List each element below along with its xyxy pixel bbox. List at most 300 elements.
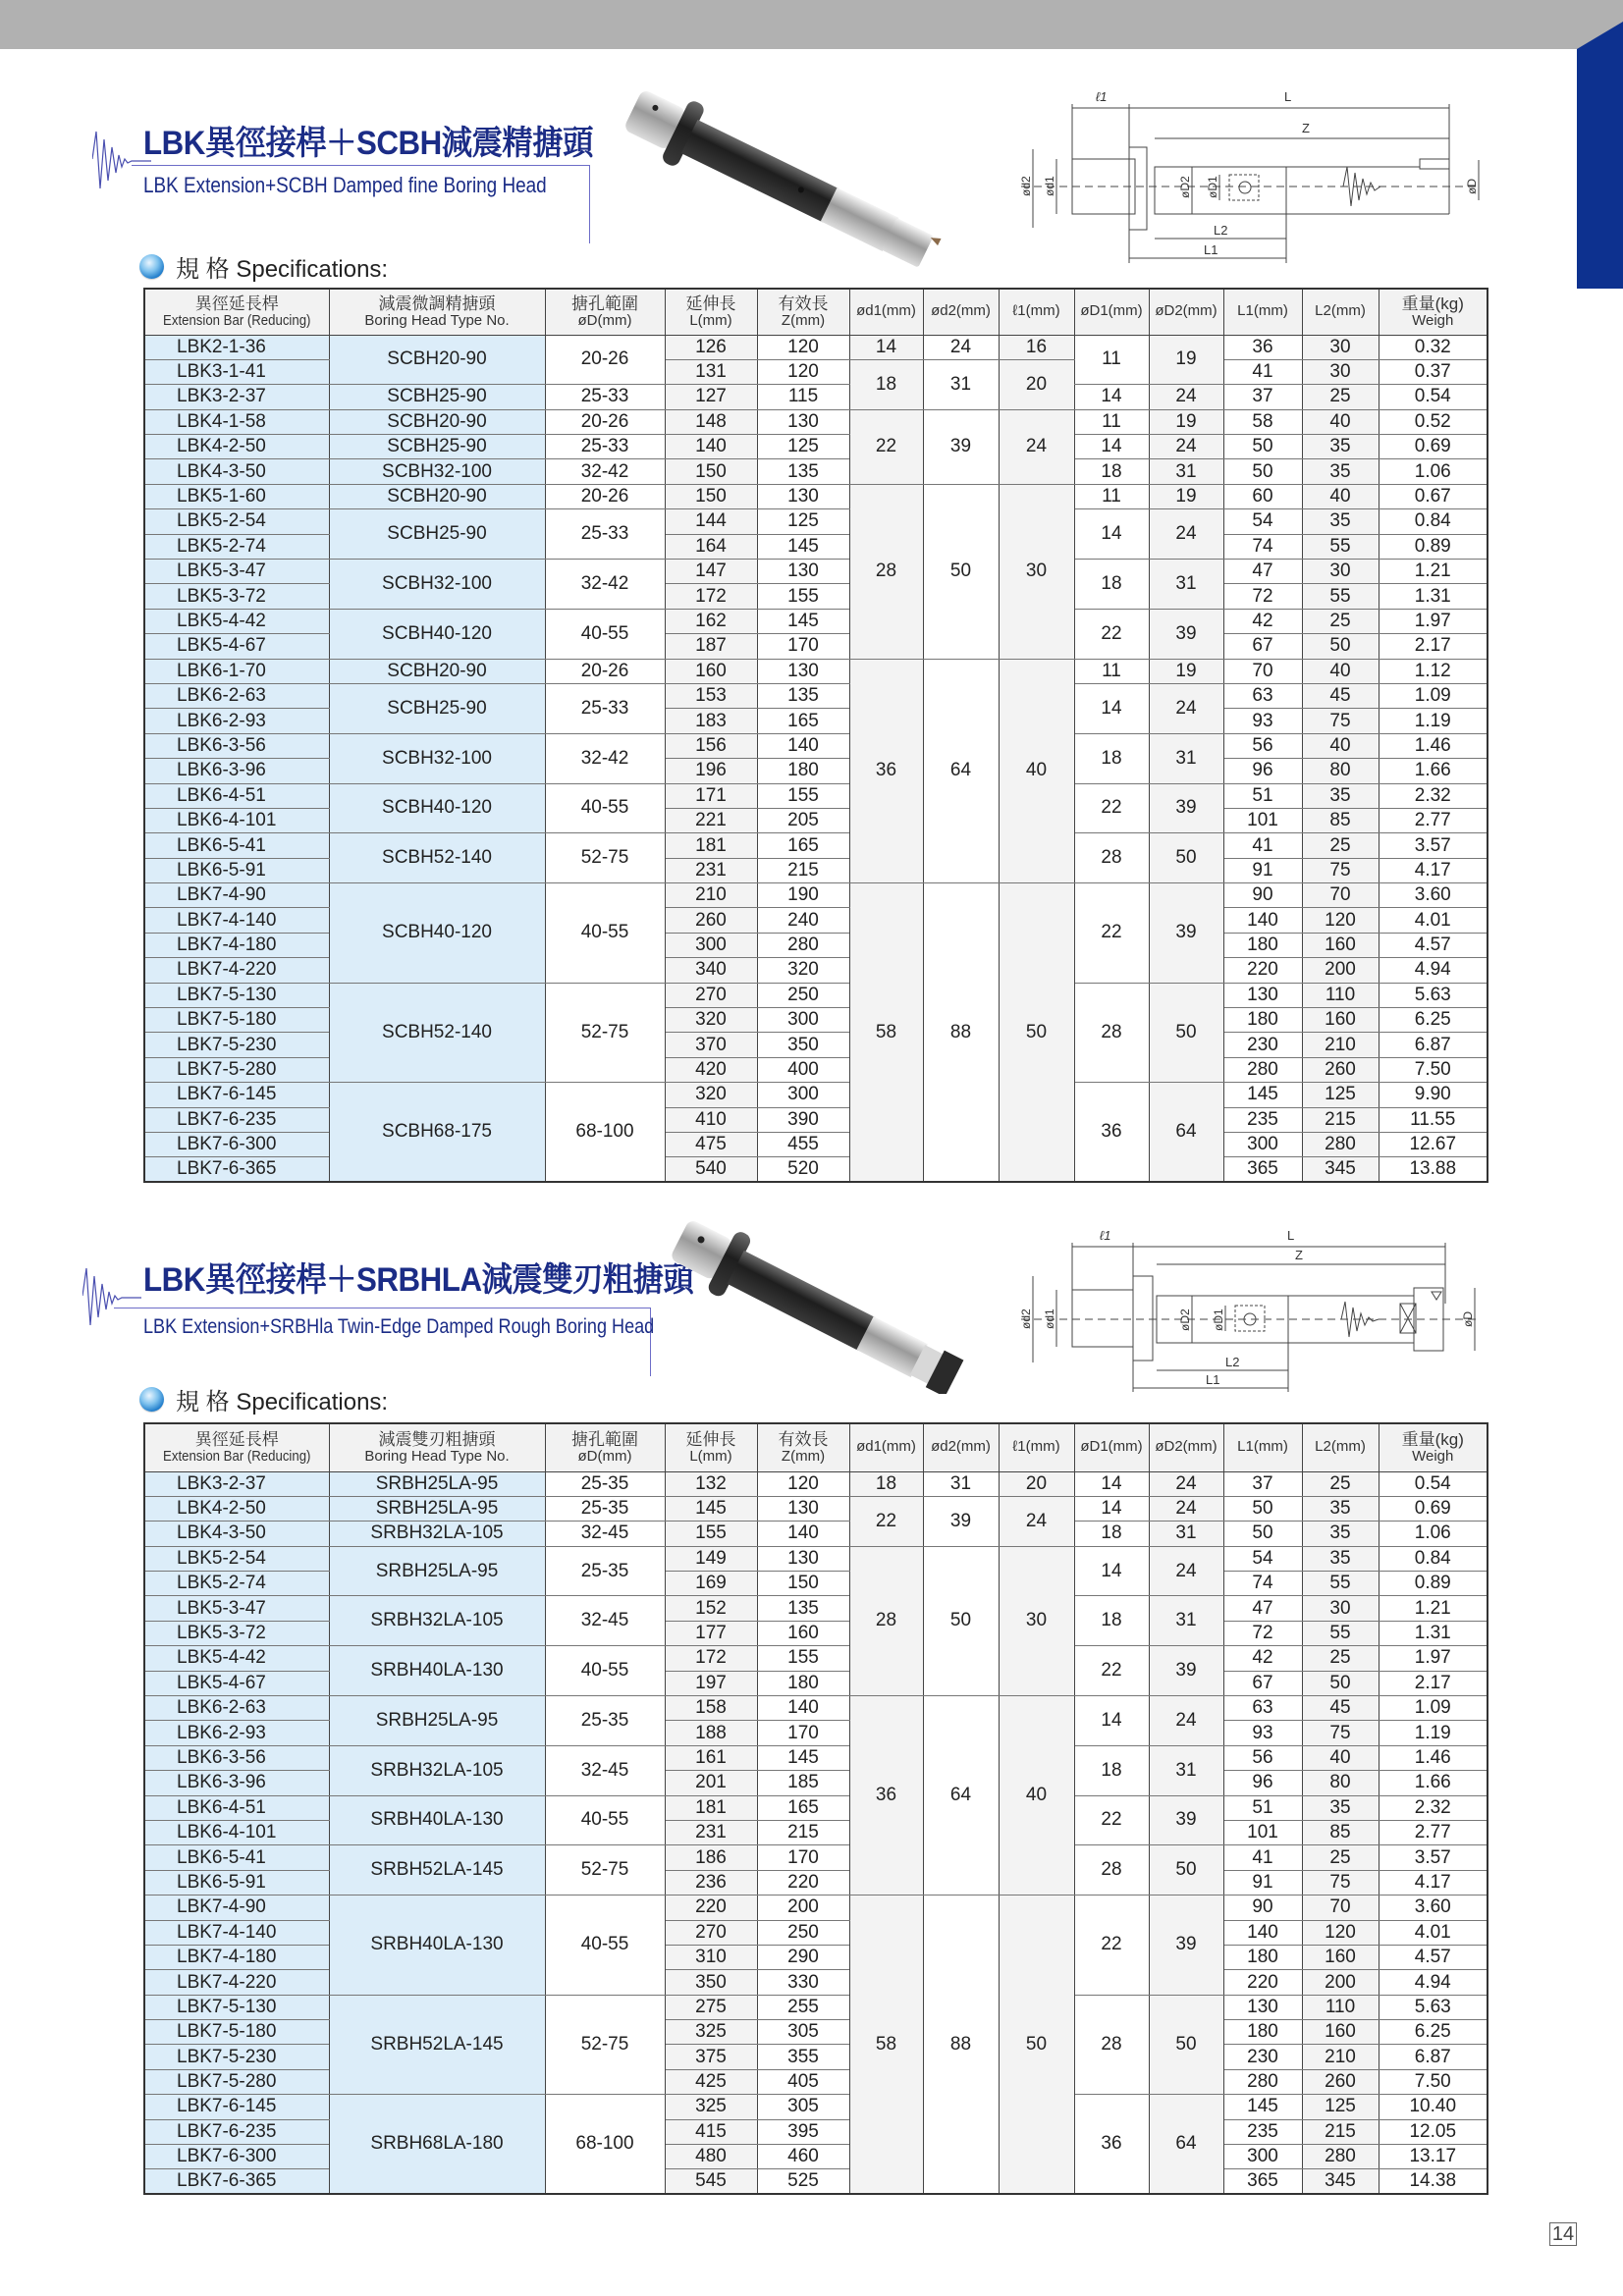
cell-length-L: 300: [665, 933, 757, 957]
cell-D1: 22: [1074, 1795, 1149, 1845]
cell-L2: 85: [1302, 808, 1379, 832]
cell-L1: 74: [1223, 534, 1302, 559]
cell-L1: 50: [1223, 459, 1302, 484]
cell-weight: 3.57: [1379, 1845, 1488, 1870]
cell-L1: 91: [1223, 858, 1302, 882]
cell-length-L: 540: [665, 1157, 757, 1182]
cell-boring-head: SRBH40LA-130: [329, 1896, 545, 1996]
cell-weight: 3.60: [1379, 1896, 1488, 1920]
cell-weight: 1.21: [1379, 560, 1488, 584]
cell-d2: 64: [923, 659, 999, 883]
dim-d2: ød2: [1019, 176, 1033, 196]
cell-L1: 140: [1223, 908, 1302, 933]
cell-extension-bar: LBK3-2-37: [144, 385, 329, 409]
table-row: [144, 484, 1488, 508]
cell-L2: 70: [1302, 883, 1379, 908]
table-row: [144, 409, 1488, 434]
cell-weight: 4.01: [1379, 908, 1488, 933]
cell-length-Z: 145: [757, 1745, 849, 1770]
cell-D1: 36: [1074, 1083, 1149, 1183]
cell-d1: 36: [849, 1696, 923, 1896]
cell-L1: 180: [1223, 933, 1302, 957]
cell-L1: 41: [1223, 359, 1302, 384]
spec-table-scbh: [143, 288, 1488, 1183]
cell-length-Z: 250: [757, 983, 849, 1007]
cell-length-Z: 330: [757, 1970, 849, 1995]
cell-D2: 64: [1149, 1083, 1223, 1183]
cell-boring-head: SCBH40-120: [329, 783, 545, 833]
cell-extension-bar: LBK5-4-42: [144, 609, 329, 633]
cell-L2: 210: [1302, 1033, 1379, 1057]
header-d2: ød2(mm): [923, 289, 999, 335]
cell-bore-range: 40-55: [545, 883, 665, 984]
cell-boring-head: SCBH52-140: [329, 983, 545, 1083]
dim-d1: ød1: [1043, 176, 1056, 196]
cell-length-L: 260: [665, 908, 757, 933]
spec-table-srbhla: [143, 1422, 1488, 2195]
cell-L2: 55: [1302, 534, 1379, 559]
cell-bore-range: 25-35: [545, 1496, 665, 1521]
cell-length-Z: 120: [757, 335, 849, 359]
cell-length-Z: 405: [757, 2069, 849, 2094]
cell-extension-bar: LBK7-6-235: [144, 1107, 329, 1132]
cell-weight: 0.69: [1379, 1496, 1488, 1521]
cell-L2: 120: [1302, 1920, 1379, 1945]
dim-L2: L2: [1214, 223, 1228, 238]
cell-extension-bar: LBK4-3-50: [144, 1522, 329, 1546]
cell-L1: 130: [1223, 1995, 1302, 2019]
cell-length-L: 183: [665, 709, 757, 733]
cell-L2: 30: [1302, 560, 1379, 584]
cell-l1: 20: [999, 1471, 1074, 1496]
cell-weight: 1.09: [1379, 683, 1488, 708]
header-length-Z: [757, 289, 849, 335]
cell-boring-head: SRBH32LA-105: [329, 1596, 545, 1646]
cell-extension-bar: LBK2-1-36: [144, 335, 329, 359]
cell-D1: 18: [1074, 733, 1149, 783]
cell-bore-range: 25-33: [545, 435, 665, 459]
cell-weight: 0.84: [1379, 509, 1488, 534]
cell-D2: 50: [1149, 1845, 1223, 1896]
cell-length-L: 231: [665, 858, 757, 882]
cell-boring-head: SRBH25LA-95: [329, 1471, 545, 1496]
cell-weight: 13.88: [1379, 1157, 1488, 1182]
cell-bore-range: 20-26: [545, 409, 665, 434]
cell-L2: 110: [1302, 1995, 1379, 2019]
cell-d1: 58: [849, 1896, 923, 2195]
cell-length-Z: 125: [757, 435, 849, 459]
specifications-heading: [139, 249, 388, 284]
cell-extension-bar: LBK7-5-180: [144, 1008, 329, 1033]
cell-extension-bar: LBK7-4-140: [144, 1920, 329, 1945]
cell-length-L: 220: [665, 1896, 757, 1920]
cell-length-Z: 115: [757, 385, 849, 409]
cell-length-L: 172: [665, 584, 757, 609]
cell-length-L: 420: [665, 1057, 757, 1082]
cell-boring-head: SRBH32LA-105: [329, 1522, 545, 1546]
table-row: [144, 1896, 1488, 1920]
cell-extension-bar: LBK5-4-67: [144, 634, 329, 659]
cell-d1: 36: [849, 659, 923, 883]
cell-extension-bar: LBK6-4-101: [144, 1820, 329, 1844]
header-en: L(mm): [689, 1447, 732, 1465]
cell-extension-bar: LBK6-2-63: [144, 683, 329, 708]
header-extension-bar: [144, 1423, 329, 1471]
cell-length-L: 158: [665, 1696, 757, 1721]
cell-length-L: 150: [665, 459, 757, 484]
cell-L2: 160: [1302, 933, 1379, 957]
cell-boring-head: SCBH32-100: [329, 560, 545, 610]
cell-L2: 85: [1302, 1820, 1379, 1844]
cell-length-L: 320: [665, 1083, 757, 1107]
cell-extension-bar: LBK3-1-41: [144, 359, 329, 384]
cell-bore-range: 32-45: [545, 1745, 665, 1795]
cell-length-Z: 280: [757, 933, 849, 957]
cell-extension-bar: LBK6-5-41: [144, 833, 329, 858]
cell-weight: 4.01: [1379, 1920, 1488, 1945]
cell-length-Z: 180: [757, 759, 849, 783]
cell-extension-bar: LBK3-2-37: [144, 1471, 329, 1496]
table-row: [144, 783, 1488, 808]
cell-length-L: 480: [665, 2145, 757, 2169]
cell-weight: 5.63: [1379, 1995, 1488, 2019]
cell-L2: 35: [1302, 1522, 1379, 1546]
cell-length-Z: 300: [757, 1083, 849, 1107]
cell-L2: 45: [1302, 1696, 1379, 1721]
header-en: Weigh: [1412, 311, 1454, 329]
cell-boring-head: SCBH32-100: [329, 733, 545, 783]
header-d2: ød2(mm): [923, 1423, 999, 1471]
cell-bore-range: 32-45: [545, 1522, 665, 1546]
cell-length-L: 370: [665, 1033, 757, 1057]
cell-L2: 25: [1302, 1845, 1379, 1870]
cell-weight: 0.54: [1379, 1471, 1488, 1496]
cell-boring-head: SRBH25LA-95: [329, 1496, 545, 1521]
cell-d2: 88: [923, 883, 999, 1183]
cell-length-L: 155: [665, 1522, 757, 1546]
dim-D1: øD1: [1206, 176, 1219, 198]
cell-L2: 280: [1302, 1133, 1379, 1157]
cell-D1: 18: [1074, 1596, 1149, 1646]
header-en: Extension Bar (Reducing): [163, 1447, 311, 1465]
header-zh: 搪孔範圍: [571, 294, 638, 313]
cell-L2: 55: [1302, 584, 1379, 609]
cell-length-L: 425: [665, 2069, 757, 2094]
cell-length-L: 126: [665, 335, 757, 359]
cell-L2: 110: [1302, 983, 1379, 1007]
cell-extension-bar: LBK6-5-41: [144, 1845, 329, 1870]
cell-bore-range: 52-75: [545, 1995, 665, 2095]
cell-D2: 39: [1149, 1646, 1223, 1696]
cell-L2: 40: [1302, 1745, 1379, 1770]
cell-D2: 31: [1149, 1745, 1223, 1795]
cell-L2: 25: [1302, 609, 1379, 633]
cell-L2: 30: [1302, 335, 1379, 359]
cell-weight: 1.12: [1379, 659, 1488, 683]
cell-L1: 72: [1223, 1621, 1302, 1645]
cell-bore-range: 40-55: [545, 1646, 665, 1696]
cell-L1: 130: [1223, 983, 1302, 1007]
table-row: [144, 1845, 1488, 1870]
cell-D1: 22: [1074, 883, 1149, 984]
cell-D2: 31: [1149, 1522, 1223, 1546]
cell-l1: 30: [999, 484, 1074, 659]
header-en: øD(mm): [577, 311, 632, 329]
cell-length-Z: 150: [757, 1572, 849, 1596]
cell-length-L: 164: [665, 534, 757, 559]
cell-weight: 13.17: [1379, 2145, 1488, 2169]
cell-L1: 96: [1223, 759, 1302, 783]
cell-length-L: 325: [665, 2095, 757, 2119]
cell-extension-bar: LBK7-4-220: [144, 958, 329, 983]
cell-D2: 39: [1149, 783, 1223, 833]
cell-weight: 1.06: [1379, 459, 1488, 484]
cell-L1: 50: [1223, 435, 1302, 459]
table-row: [144, 1646, 1488, 1671]
cell-bore-range: 40-55: [545, 1795, 665, 1845]
cell-length-L: 147: [665, 560, 757, 584]
cell-D2: 31: [1149, 459, 1223, 484]
cell-boring-head: SRBH25LA-95: [329, 1696, 545, 1746]
cell-L2: 55: [1302, 1621, 1379, 1645]
cell-d2: 39: [923, 409, 999, 484]
cell-extension-bar: LBK4-3-50: [144, 459, 329, 484]
cell-extension-bar: LBK7-5-230: [144, 1033, 329, 1057]
header-length-L: [665, 1423, 757, 1471]
cell-L2: 50: [1302, 634, 1379, 659]
dim-L1: L1: [1204, 242, 1218, 257]
cell-L1: 51: [1223, 1795, 1302, 1820]
cell-d1: 14: [849, 335, 923, 359]
cell-d1: 18: [849, 359, 923, 409]
cell-L1: 180: [1223, 1945, 1302, 1969]
cell-length-L: 236: [665, 1870, 757, 1895]
cell-L1: 180: [1223, 2020, 1302, 2045]
cell-extension-bar: LBK7-5-280: [144, 1057, 329, 1082]
cell-length-L: 221: [665, 808, 757, 832]
cell-weight: 12.67: [1379, 1133, 1488, 1157]
header-L2: L2(mm): [1302, 1423, 1379, 1471]
header-weight: [1379, 289, 1488, 335]
cell-weight: 0.67: [1379, 484, 1488, 508]
cell-extension-bar: LBK7-6-300: [144, 2145, 329, 2169]
cell-bore-range: 20-26: [545, 659, 665, 683]
cell-extension-bar: LBK4-2-50: [144, 1496, 329, 1521]
cell-D2: 24: [1149, 683, 1223, 733]
cell-L1: 93: [1223, 709, 1302, 733]
cell-D1: 28: [1074, 1845, 1149, 1896]
cell-length-Z: 155: [757, 584, 849, 609]
cell-extension-bar: LBK6-5-91: [144, 858, 329, 882]
header-zh: 搪孔範圍: [571, 1429, 638, 1449]
cell-d1: 28: [849, 1546, 923, 1695]
cell-weight: 2.17: [1379, 634, 1488, 659]
cell-L2: 40: [1302, 733, 1379, 758]
dim-Z: Z: [1295, 1248, 1303, 1262]
specifications-heading: [139, 1382, 388, 1416]
cell-extension-bar: LBK5-2-54: [144, 1546, 329, 1571]
cell-length-Z: 205: [757, 808, 849, 832]
header-zh: 重量(kg): [1401, 1429, 1464, 1449]
header-L2: L2(mm): [1302, 289, 1379, 335]
cell-weight: 4.94: [1379, 1970, 1488, 1995]
cell-D1: 14: [1074, 1496, 1149, 1521]
dim-L1: L1: [1206, 1372, 1220, 1387]
table-row: [144, 1083, 1488, 1107]
cell-length-Z: 455: [757, 1133, 849, 1157]
cell-bore-range: 25-33: [545, 509, 665, 560]
header-extension-bar: [144, 289, 329, 335]
cell-L1: 41: [1223, 833, 1302, 858]
product-photo-srbhla: [668, 1217, 992, 1394]
cell-L2: 70: [1302, 1896, 1379, 1920]
cell-d2: 31: [923, 359, 999, 409]
dim-L: L: [1287, 1228, 1295, 1243]
dim-D: øD: [1461, 1311, 1475, 1327]
cell-L1: 54: [1223, 1546, 1302, 1571]
cell-L1: 60: [1223, 484, 1302, 508]
cell-extension-bar: LBK7-5-130: [144, 983, 329, 1007]
header-weight: [1379, 1423, 1488, 1471]
cell-L2: 75: [1302, 1870, 1379, 1895]
table-row: [144, 683, 1488, 708]
cell-L1: 220: [1223, 958, 1302, 983]
cell-length-Z: 130: [757, 1496, 849, 1521]
cell-length-Z: 250: [757, 1920, 849, 1945]
cell-bore-range: 25-35: [545, 1696, 665, 1746]
cell-bore-range: 20-26: [545, 335, 665, 385]
cell-bore-range: 52-75: [545, 833, 665, 883]
cell-extension-bar: LBK6-2-93: [144, 709, 329, 733]
cell-L2: 25: [1302, 1646, 1379, 1671]
header-en: Weigh: [1412, 1447, 1454, 1465]
cell-boring-head: SCBH25-90: [329, 509, 545, 560]
cell-boring-head: SCBH40-120: [329, 609, 545, 659]
cell-L2: 215: [1302, 2119, 1379, 2144]
cell-D2: 24: [1149, 1696, 1223, 1746]
cell-weight: 2.17: [1379, 1671, 1488, 1695]
table-row: [144, 883, 1488, 908]
cell-D1: 14: [1074, 1471, 1149, 1496]
cell-extension-bar: LBK7-4-90: [144, 1896, 329, 1920]
cell-L1: 145: [1223, 1083, 1302, 1107]
page-number: 14: [1549, 2222, 1577, 2246]
cell-extension-bar: LBK4-1-58: [144, 409, 329, 434]
cell-D1: 14: [1074, 385, 1149, 409]
cell-L2: 215: [1302, 1107, 1379, 1132]
cell-d2: 50: [923, 1546, 999, 1695]
cell-bore-range: 20-26: [545, 484, 665, 508]
table-row: [144, 1522, 1488, 1546]
cell-L2: 35: [1302, 1795, 1379, 1820]
chapter-side-tab: [1577, 22, 1623, 289]
cell-D1: 11: [1074, 409, 1149, 434]
cell-bore-range: 32-42: [545, 459, 665, 484]
cell-L2: 35: [1302, 509, 1379, 534]
cell-L2: 25: [1302, 385, 1379, 409]
cell-weight: 1.46: [1379, 733, 1488, 758]
header-zh: 減震微調精搪頭: [378, 294, 496, 313]
cell-weight: 12.05: [1379, 2119, 1488, 2144]
cell-extension-bar: LBK7-6-145: [144, 1083, 329, 1107]
cell-L2: 160: [1302, 1008, 1379, 1033]
cell-length-L: 475: [665, 1133, 757, 1157]
dim-D2: øD2: [1178, 176, 1192, 198]
dim-D: øD: [1465, 179, 1479, 194]
header-zh: 異徑延長桿: [194, 1429, 279, 1449]
cell-D2: 39: [1149, 883, 1223, 984]
header-length-L: [665, 289, 757, 335]
cell-weight: 6.87: [1379, 1033, 1488, 1057]
cell-length-Z: 350: [757, 1033, 849, 1057]
cell-D2: 24: [1149, 435, 1223, 459]
cell-length-L: 144: [665, 509, 757, 534]
cell-l1: 20: [999, 359, 1074, 409]
cell-extension-bar: LBK7-4-140: [144, 908, 329, 933]
cell-extension-bar: LBK6-4-51: [144, 1795, 329, 1820]
cell-D1: 22: [1074, 1896, 1149, 1996]
cell-L1: 74: [1223, 1572, 1302, 1596]
cell-L2: 55: [1302, 1572, 1379, 1596]
cell-L1: 230: [1223, 2045, 1302, 2069]
cell-L1: 235: [1223, 1107, 1302, 1132]
cell-extension-bar: LBK5-3-47: [144, 1596, 329, 1621]
cell-extension-bar: LBK7-4-90: [144, 883, 329, 908]
cell-length-L: 188: [665, 1721, 757, 1745]
cell-weight: 0.54: [1379, 385, 1488, 409]
cell-D1: 18: [1074, 560, 1149, 610]
table-row: [144, 1496, 1488, 1521]
cell-L2: 160: [1302, 1945, 1379, 1969]
cell-length-Z: 185: [757, 1771, 849, 1795]
cell-L2: 40: [1302, 409, 1379, 434]
cell-d2: 88: [923, 1896, 999, 2195]
cell-L1: 235: [1223, 2119, 1302, 2144]
cell-l1: 24: [999, 1496, 1074, 1546]
header-zh: 有效長: [778, 1429, 829, 1449]
cell-weight: 1.31: [1379, 1621, 1488, 1645]
cell-d2: 50: [923, 484, 999, 659]
cell-weight: 6.25: [1379, 2020, 1488, 2045]
cell-d1: 28: [849, 484, 923, 659]
cell-weight: 3.57: [1379, 833, 1488, 858]
header-zh: 異徑延長桿: [194, 294, 279, 313]
header-en: Boring Head Type No.: [364, 311, 510, 329]
cell-length-Z: 180: [757, 1671, 849, 1695]
cell-length-Z: 125: [757, 509, 849, 534]
top-header-bar: [0, 0, 1623, 49]
cell-L2: 35: [1302, 783, 1379, 808]
cell-l1: 40: [999, 659, 1074, 883]
table-row: [144, 459, 1488, 484]
cell-L2: 75: [1302, 1721, 1379, 1745]
cell-D2: 39: [1149, 609, 1223, 659]
cell-extension-bar: LBK5-3-72: [144, 584, 329, 609]
cell-weight: 1.19: [1379, 1721, 1488, 1745]
header-d1: ød1(mm): [849, 1423, 923, 1471]
dim-D2: øD2: [1178, 1308, 1192, 1331]
cell-l1: 24: [999, 409, 1074, 484]
cell-L1: 280: [1223, 2069, 1302, 2094]
cell-length-L: 270: [665, 1920, 757, 1945]
cell-L1: 54: [1223, 509, 1302, 534]
cell-length-Z: 155: [757, 1646, 849, 1671]
dim-d1: ød1: [1043, 1308, 1056, 1329]
cell-L1: 42: [1223, 1646, 1302, 1671]
dim-L2: L2: [1225, 1355, 1240, 1369]
cell-bore-range: 40-55: [545, 609, 665, 659]
cell-bore-range: 32-42: [545, 733, 665, 783]
